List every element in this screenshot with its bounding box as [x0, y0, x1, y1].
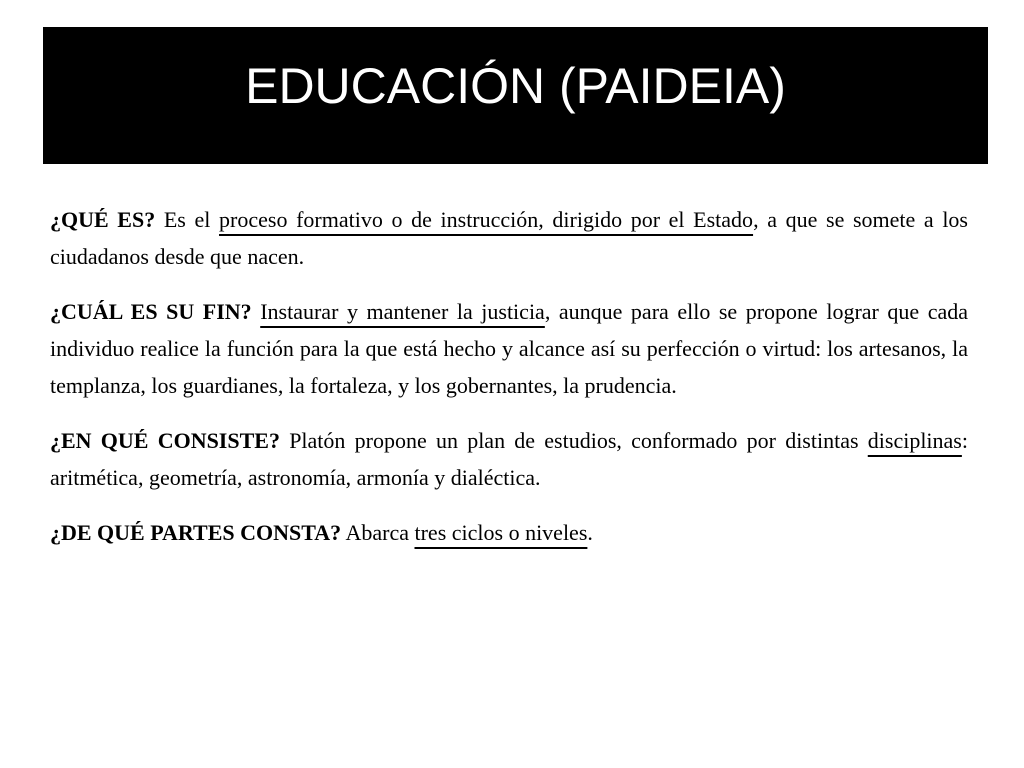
- paragraph-text: Es el: [155, 207, 220, 232]
- title-bar: [43, 27, 988, 164]
- question-label: ¿QUÉ ES?: [50, 207, 156, 232]
- slide-content: [50, 201, 968, 569]
- paragraph-text: , aunque para ello se propone lograr que cada individuo realice la función para la que está hecho y alcance así su perfección o virtud: los artesanos, la templanza, los guardianes, la fortaleza, y los gobernantes, la prudencia.: [50, 299, 969, 398]
- paragraph-de-que-partes-consta: [50, 514, 968, 551]
- underlined-phrase: tres ciclos o niveles: [414, 520, 588, 545]
- question-label: ¿CUÁL ES SU FIN?: [50, 299, 252, 324]
- question-label: ¿EN QUÉ CONSISTE?: [50, 428, 280, 453]
- underlined-phrase: disciplinas: [867, 428, 962, 453]
- paragraph-text: , a que se somete a los ciudadanos desde que nacen.: [50, 207, 968, 269]
- paragraph-cual-es-su-fin: [50, 293, 968, 404]
- paragraph-text: .: [587, 520, 593, 545]
- question-label: ¿DE QUÉ PARTES CONSTA?: [50, 520, 342, 545]
- paragraph-text: Platón propone un plan de estudios, conformado por distintas: [279, 428, 868, 453]
- paragraph-text: : aritmética, geometría, astronomía, armonía y dialéctica.: [50, 428, 968, 490]
- paragraph-en-que-consiste: [50, 422, 968, 496]
- paragraph-text: [252, 299, 261, 324]
- paragraph-que-es: [50, 201, 968, 275]
- underlined-phrase: Instaurar y mantener la justicia: [260, 299, 545, 324]
- underlined-phrase: proceso formativo o de instrucción, dirigido por el Estado: [219, 207, 754, 232]
- slide-title: EDUCACIÓN (PAIDEIA): [245, 58, 786, 114]
- paragraph-text: Abarca: [341, 520, 415, 545]
